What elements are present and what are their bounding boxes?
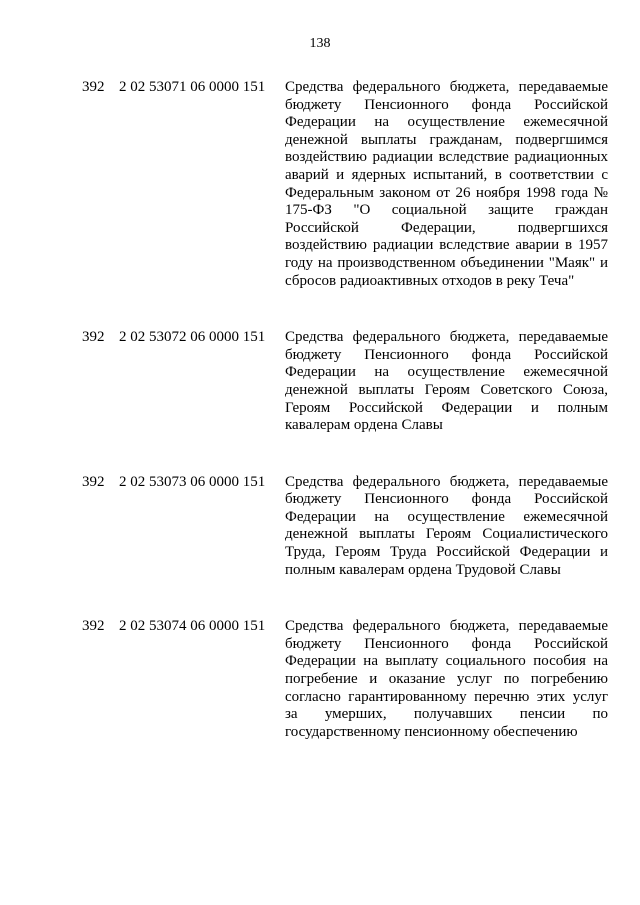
admin-code: 392 xyxy=(82,79,105,95)
table-row xyxy=(0,79,640,290)
admin-code: 392 xyxy=(82,473,105,490)
page-number: 138 xyxy=(309,36,331,51)
income-description: Средства федерального бюджета, передаваемые бюджету Пенсионного фонда Российской Федерации на осуществление ежемесячной денежной выплаты Героям Советского Союза, Героям Российской Федерации и полным кавалерам ордена Славы xyxy=(285,329,608,434)
income-description: Средства федерального бюджета, передаваемые бюджету Пенсионного фонда Российской Федерации на выплату социального пособия на погребение и оказание услуг по погребению согласно гарантированному перечню этих услуг за умерших, получавших пенсии по государственному пенсионному обеспечению xyxy=(285,618,608,740)
income-description: Средства федерального бюджета, передаваемые бюджету Пенсионного фонда Российской Федерации на осуществление ежемесячной денежной выплаты гражданам, подвергшимся воздействию радиации вследствие радиационных аварий и ядерных испытаний, в соответствии с Федеральным законом от 26 ноября 1998 года № 175-ФЗ "О социальной защите граждан Российской Федерации, подвергшихся воздействию радиации вследствие аварии в 1957 году на производственном объединении "Маяк" и сбросов радиоактивных отходов в реку Теча" xyxy=(285,79,608,289)
budget-code-table xyxy=(0,79,640,741)
table-row xyxy=(0,329,640,435)
budget-classification-code: 2 02 53073 06 0000 151 xyxy=(119,473,266,490)
table-row xyxy=(0,474,640,580)
table-row xyxy=(0,618,640,741)
admin-code: 392 xyxy=(82,618,105,635)
budget-classification-code: 2 02 53071 06 0000 151 xyxy=(119,79,266,95)
budget-classification-code: 2 02 53072 06 0000 151 xyxy=(119,329,266,346)
admin-code: 392 xyxy=(82,329,105,346)
budget-classification-code: 2 02 53074 06 0000 151 xyxy=(119,618,266,635)
income-description: Средства федерального бюджета, передаваемые бюджету Пенсионного фонда Российской Федерации на осуществление ежемесячной денежной выплаты Героям Социалистического Труда, Героям Труда Российской Федерации и полным кавалерам ордена Трудовой Славы xyxy=(285,473,608,578)
